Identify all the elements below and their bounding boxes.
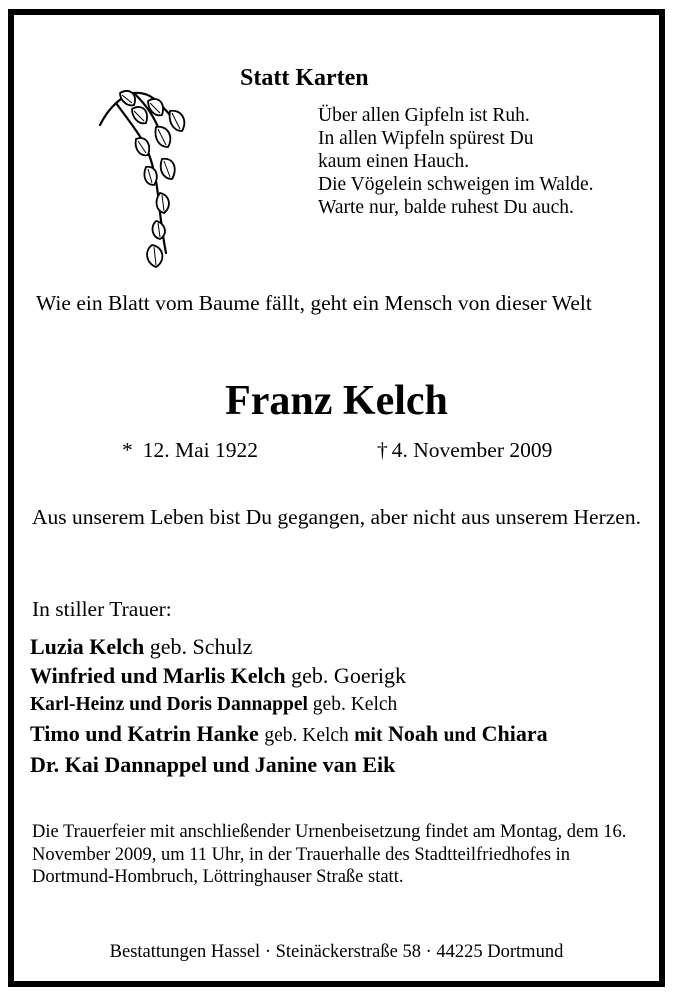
family-name: Dr. Kai Dannappel und Janine van Eik [30, 752, 396, 777]
maiden-name: geb. Schulz [149, 634, 253, 659]
family-name: Karl-Heinz und Doris Dannappel [30, 694, 308, 715]
family-list [30, 632, 548, 779]
poem-line: Warte nur, balde ruhest Du auch. [318, 197, 574, 218]
family-line [30, 750, 548, 779]
family-name: Winfried und Marlis Kelch [30, 663, 286, 688]
memorial-quote: Aus unserem Leben bist Du gegangen, aber nicht aus unserem Herzen. [32, 505, 641, 529]
child-name: Chiara [481, 721, 548, 746]
heading: Statt Karten [240, 65, 369, 91]
deceased-name: Franz Kelch [225, 378, 448, 424]
death-cross-icon: † [377, 438, 388, 462]
maiden-name: geb. Kelch [312, 694, 398, 715]
birth-date-text: 12. Mai 1922 [142, 438, 259, 462]
poem-line: Die Vögelein schweigen im Walde. [318, 174, 594, 195]
birth-symbol-icon: * [122, 438, 133, 462]
death-date-text: 4. November 2009 [391, 438, 553, 462]
mourning-label: In stiller Trauer: [32, 597, 172, 621]
poem-line: kaum einen Hauch. [318, 151, 470, 172]
family-line [30, 719, 548, 750]
funeral-home-footer: Bestattungen Hassel · Steinäckerstraße 58 · 44225 Dortmund [109, 942, 564, 962]
death-date [377, 438, 552, 463]
obituary-notice [8, 9, 665, 987]
birth-date [122, 438, 258, 463]
child-name: Noah [387, 721, 439, 746]
family-line [30, 690, 548, 719]
maiden-name: geb. Goerigk [291, 663, 407, 688]
poem [318, 104, 594, 219]
family-line [30, 661, 548, 690]
funeral-info: Die Trauerfeier mit anschließender Urnenbeisetzung findet am Montag, dem 16. November 2009, um 11 Uhr, in der Trauerhalle des Stadtteilfriedhofes in Dortmund-Hombruch, Löttringhauser Straße statt. [32, 822, 627, 887]
with-word: mit [354, 725, 383, 746]
family-name: Luzia Kelch [30, 634, 145, 659]
and-word: und [443, 725, 477, 746]
motto: Wie ein Blatt vom Baume fällt, geht ein Mensch von dieser Welt [36, 291, 592, 315]
family-name: Timo und Katrin Hanke [30, 721, 259, 746]
birch-twig-icon [96, 83, 200, 279]
family-line [30, 632, 548, 661]
poem-line: Über allen Gipfeln ist Ruh. [318, 105, 530, 126]
maiden-name: geb. Kelch [264, 725, 349, 746]
poem-line: In allen Wipfeln spürest Du [318, 128, 534, 149]
